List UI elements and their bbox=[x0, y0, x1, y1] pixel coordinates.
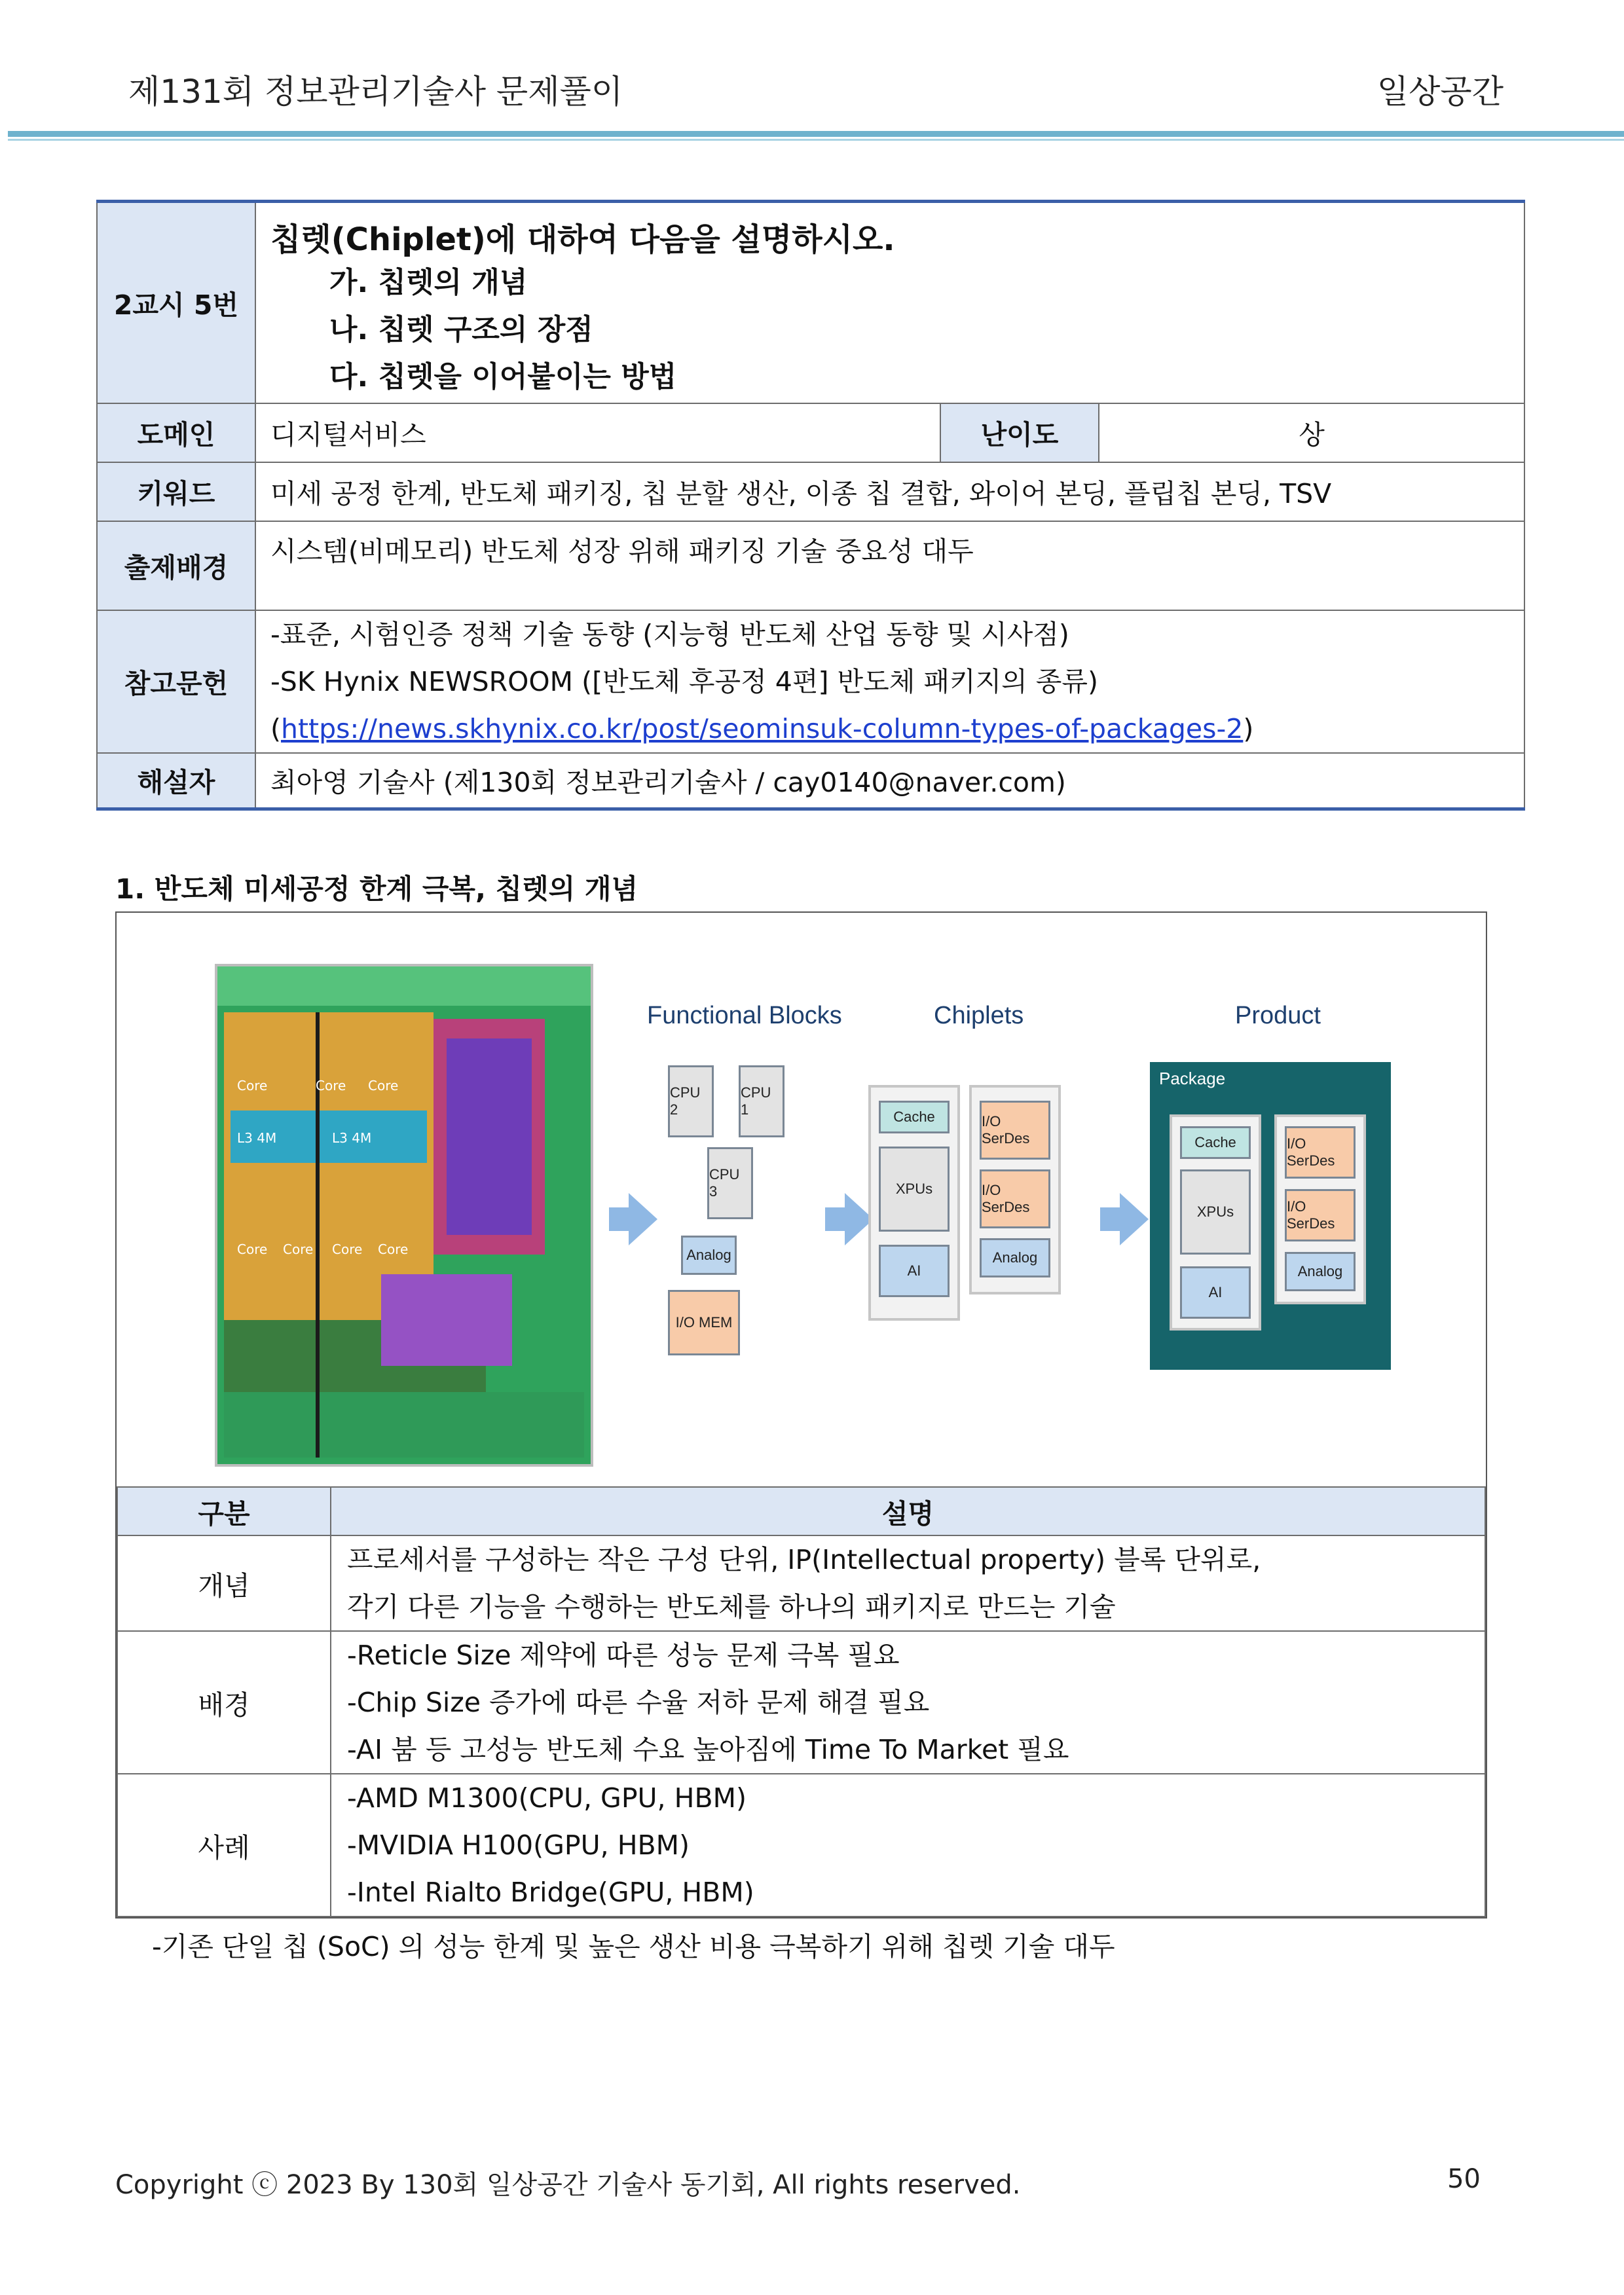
product-xpus: XPUs bbox=[1180, 1169, 1251, 1255]
product-io-serdes: I/O SerDes bbox=[1285, 1189, 1356, 1241]
keyword-value: 미세 공정 한계, 반도체 패키징, 칩 분할 생산, 이종 칩 결합, 와이어 본딩, 플립칩 본딩, TSV bbox=[255, 462, 1524, 521]
row-value bbox=[331, 1535, 1485, 1631]
section-title: 1. 반도체 미세공정 한계 극복, 칩렛의 개념 bbox=[115, 873, 638, 905]
stage-title-chiplets: Chiplets bbox=[934, 1002, 1024, 1029]
question-cell bbox=[255, 202, 1524, 403]
summary-note: -기존 단일 칩 (SoC) 의 성능 한계 및 높은 생산 비용 극복하기 위해 칩렛 기술 대두 bbox=[152, 1931, 1115, 1962]
block-cpu2: CPU 2 bbox=[668, 1065, 714, 1137]
table-row bbox=[117, 1535, 1485, 1631]
row-value bbox=[331, 1631, 1485, 1774]
product-frame-left bbox=[1170, 1114, 1261, 1331]
header-brand: 일상공간 bbox=[1376, 73, 1504, 111]
keyword-label: 키워드 bbox=[97, 462, 255, 521]
package-label: Package bbox=[1159, 1069, 1226, 1088]
question-subitem: 다. 칩렛을 이어붙이는 방법 bbox=[329, 359, 677, 394]
row-line: -Reticle Size 제약에 따른 성능 문제 극복 필요 bbox=[347, 1640, 900, 1671]
header-rule-secondary bbox=[8, 139, 1624, 141]
chiplet-cache: Cache bbox=[879, 1101, 950, 1133]
product-analog: Analog bbox=[1285, 1252, 1356, 1291]
stage-title-functional-blocks: Functional Blocks bbox=[647, 1002, 842, 1029]
product-ai: AI bbox=[1180, 1266, 1251, 1319]
product-package bbox=[1150, 1062, 1391, 1370]
block-cpu1: CPU 1 bbox=[739, 1065, 784, 1137]
chiplet-io-serdes: I/O SerDes bbox=[980, 1169, 1050, 1228]
chiplet-xpus: XPUs bbox=[879, 1147, 950, 1232]
question-info-table bbox=[96, 200, 1525, 811]
author-value: 최아영 기술사 (제130회 정보관리기술사 / cay0140@naver.com) bbox=[255, 753, 1524, 809]
page-header bbox=[128, 65, 1504, 118]
reference-line: -SK Hynix NEWSROOM ([반도체 후공정 4편] 반도체 패키지의 종류) bbox=[270, 665, 1099, 697]
table-header-description: 설명 bbox=[331, 1487, 1485, 1535]
die-label: Core bbox=[237, 1078, 268, 1093]
die-label: Core bbox=[368, 1078, 399, 1093]
row-line: 각기 다른 기능을 수행하는 반도체를 하나의 패키지로 만드는 기술 bbox=[347, 1591, 1116, 1623]
row-line: -Chip Size 증가에 따른 수율 저하 문제 해결 필요 bbox=[347, 1687, 930, 1718]
die-bottom bbox=[224, 1392, 584, 1458]
question-subitem: 나. 칩렛 구조의 장점 bbox=[329, 312, 593, 346]
reference-link[interactable]: https://news.skhynix.co.kr/post/seominsuk-column-types-of-packages-2 bbox=[281, 712, 1244, 744]
reference-url-line: (https://news.skhynix.co.kr/post/seominsuk-column-types-of-packages-2) bbox=[270, 712, 1254, 744]
product-cache: Cache bbox=[1180, 1126, 1251, 1159]
background-value: 시스템(비메모리) 반도체 성장 위해 패키징 기술 중요성 대두 bbox=[255, 521, 1524, 610]
arrow-right-icon bbox=[629, 1193, 657, 1245]
row-key: 배경 bbox=[117, 1631, 331, 1774]
stage-title-product: Product bbox=[1235, 1002, 1321, 1029]
reference-line: -표준, 시험인증 정책 기술 동향 (지능형 반도체 산업 동향 및 시사점) bbox=[270, 618, 1069, 650]
row-line: -Intel Rialto Bridge(GPU, HBM) bbox=[347, 1877, 754, 1908]
question-title: 칩렛(Chiplet)에 대하여 다음을 설명하시오. bbox=[270, 221, 895, 258]
die-label: Core bbox=[237, 1241, 268, 1257]
die-top-strip bbox=[217, 966, 591, 1006]
chiplet-diagram bbox=[210, 957, 1401, 1468]
die-label: Core bbox=[316, 1078, 346, 1093]
die-label: Core bbox=[283, 1241, 314, 1257]
chiplet-ai: AI bbox=[879, 1245, 950, 1297]
table-row bbox=[117, 1774, 1485, 1917]
row-line: -AMD M1300(CPU, GPU, HBM) bbox=[347, 1782, 747, 1814]
copyright-text: Copyright ⓒ 2023 By 130회 일상공간 기술사 동기회, All rights reserved. bbox=[115, 2170, 1021, 2200]
die-label: Core bbox=[378, 1241, 409, 1257]
block-io-mem: I/O MEM bbox=[668, 1290, 740, 1355]
die-label: L3 4M bbox=[332, 1130, 372, 1146]
chiplet-frame-left bbox=[868, 1085, 960, 1321]
domain-value: 디지털서비스 bbox=[255, 403, 940, 462]
row-line: 프로세서를 구성하는 작은 구성 단위, IP(Intellectual property) 블록 단위로, bbox=[347, 1544, 1261, 1575]
table-header-category: 구분 bbox=[117, 1487, 331, 1535]
page-footer bbox=[115, 2164, 1481, 2201]
row-key: 사례 bbox=[117, 1774, 331, 1917]
question-subitem: 가. 칩렛의 개념 bbox=[329, 265, 528, 299]
row-line: -AI 붐 등 고성능 반도체 수요 높아짐에 Time To Market 필요 bbox=[347, 1734, 1069, 1765]
header-rule bbox=[8, 131, 1624, 137]
table-row bbox=[117, 1631, 1485, 1774]
domain-label: 도메인 bbox=[97, 403, 255, 462]
die-label: L3 4M bbox=[237, 1130, 277, 1146]
background-label: 출제배경 bbox=[97, 521, 255, 610]
row-value bbox=[331, 1774, 1485, 1917]
chiplet-io-serdes: I/O SerDes bbox=[980, 1101, 1050, 1160]
product-io-serdes: I/O SerDes bbox=[1285, 1126, 1356, 1179]
chiplet-frame-right bbox=[969, 1085, 1061, 1294]
die-label: Core bbox=[332, 1241, 363, 1257]
reference-label: 참고문헌 bbox=[97, 610, 255, 753]
difficulty-label: 난이도 bbox=[940, 403, 1099, 462]
difficulty-value: 상 bbox=[1099, 403, 1524, 462]
row-key: 개념 bbox=[117, 1535, 331, 1631]
author-label: 해설자 bbox=[97, 753, 255, 809]
question-id: 2교시 5번 bbox=[97, 202, 255, 403]
header-title: 제131회 정보관리기술사 문제풀이 bbox=[128, 73, 623, 111]
chiplet-concept-table bbox=[117, 1486, 1486, 1917]
block-analog: Analog bbox=[681, 1236, 737, 1275]
chiplet-analog: Analog bbox=[980, 1238, 1050, 1277]
arrow-right-icon bbox=[1120, 1193, 1149, 1245]
soc-die-image bbox=[215, 964, 593, 1467]
reference-cell bbox=[255, 610, 1524, 753]
block-cpu3: CPU 3 bbox=[707, 1147, 753, 1219]
product-frame-right bbox=[1274, 1114, 1366, 1304]
page-number: 50 bbox=[1447, 2164, 1481, 2194]
die-purple bbox=[381, 1274, 512, 1366]
row-line: -MVIDIA H100(GPU, HBM) bbox=[347, 1829, 690, 1861]
die-io-sub bbox=[447, 1038, 532, 1235]
